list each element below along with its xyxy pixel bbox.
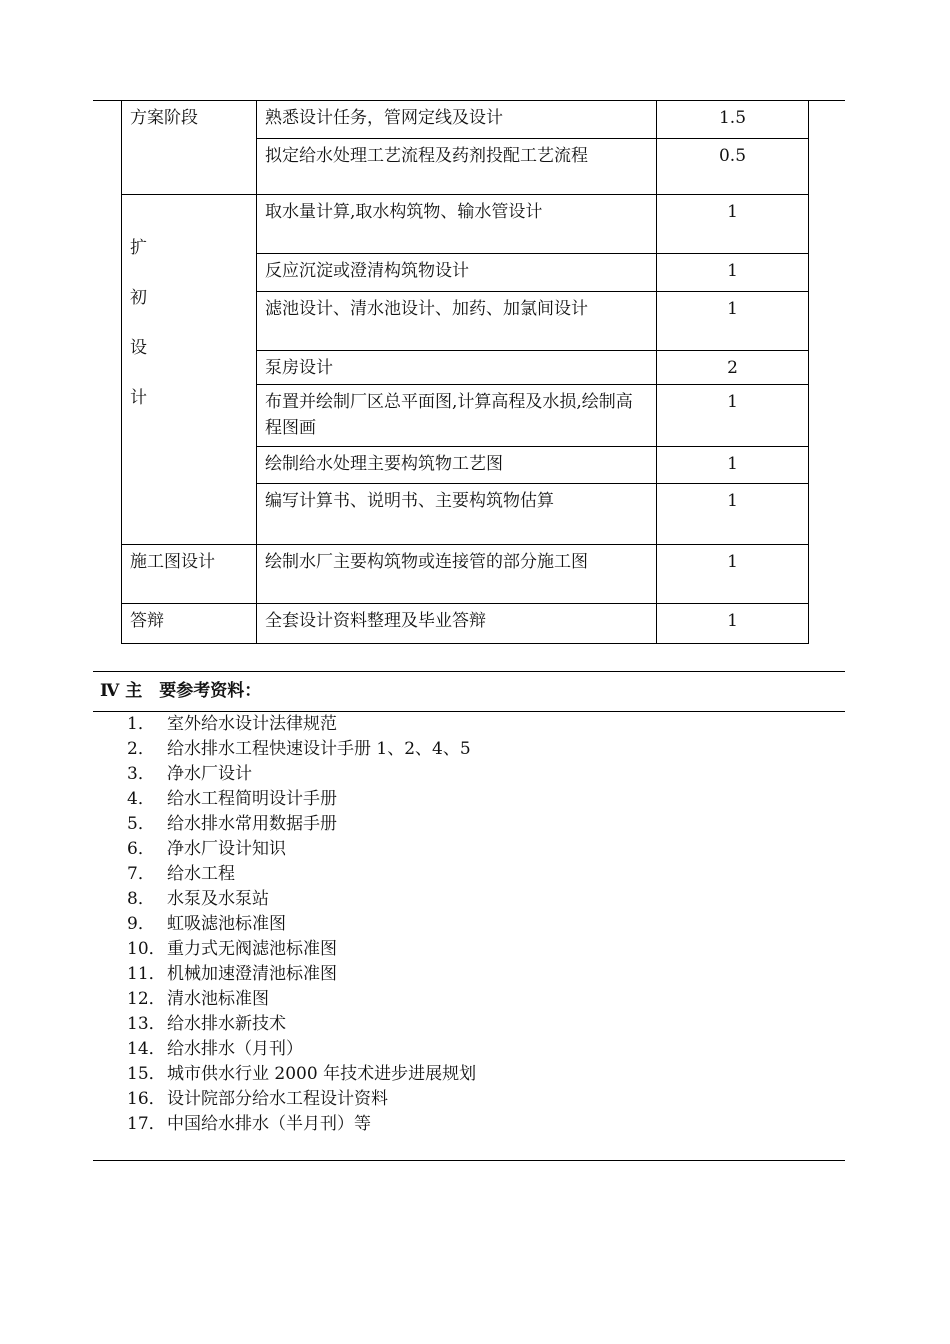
reference-text: 给水排水（月刊） (167, 1039, 303, 1059)
list-item (127, 887, 476, 912)
reference-number: 8． (127, 889, 155, 909)
hours-cell: 1 (657, 292, 809, 351)
reference-text: 给水工程 (167, 864, 235, 884)
hours-cell: 1 (657, 385, 809, 447)
list-item (127, 1012, 476, 1037)
list-item (127, 962, 476, 987)
reference-text: 给水排水工程快速设计手册 1、2、4、5 (167, 739, 471, 759)
list-item (127, 937, 476, 962)
reference-text: 给水工程简明设计手册 (167, 789, 337, 809)
hours-cell: 1 (657, 545, 809, 604)
reference-number: 5． (127, 814, 155, 834)
hours-cell: 1 (657, 254, 809, 292)
reference-text: 给水排水新技术 (167, 1014, 286, 1034)
reference-text: 中国给水排水（半月刊）等 (167, 1114, 371, 1134)
schedule-body (122, 101, 809, 644)
stage-cell: 答辩 (122, 604, 257, 644)
task-cell: 绘制水厂主要构筑物或连接管的部分施工图 (257, 545, 657, 604)
list-item (127, 1087, 476, 1112)
stage-char: 计 (130, 388, 147, 408)
list-item (127, 712, 476, 737)
reference-number: 12． (127, 989, 166, 1009)
reference-number: 17． (127, 1114, 166, 1134)
reference-number: 1． (127, 714, 155, 734)
reference-text: 净水厂设计 (167, 764, 252, 784)
schedule-table (121, 100, 809, 644)
list-item (127, 1062, 476, 1087)
task-cell: 编写计算书、说明书、主要构筑物估算 (257, 484, 657, 545)
reference-text: 城市供水行业 2000 年技术进步进展规划 (167, 1064, 477, 1084)
stage-char: 初 (130, 288, 147, 308)
reference-number: 16． (127, 1089, 166, 1109)
task-cell: 反应沉淀或澄清构筑物设计 (257, 254, 657, 292)
hours-cell: 1.5 (657, 101, 809, 139)
reference-text: 机械加速澄清池标准图 (167, 964, 337, 984)
table-row (122, 545, 809, 604)
reference-number: 2． (127, 739, 155, 759)
list-item (127, 862, 476, 887)
task-cell: 滤池设计、清水池设计、加药、加氯间设计 (257, 292, 657, 351)
stage-char: 设 (130, 338, 147, 358)
reference-number: 3． (127, 764, 155, 784)
list-item (127, 762, 476, 787)
reference-number: 6． (127, 839, 155, 859)
section-rule-top (93, 671, 845, 672)
table-row (122, 195, 809, 254)
list-item (127, 787, 476, 812)
reference-number: 15． (127, 1064, 166, 1084)
task-cell: 泵房设计 (257, 351, 657, 385)
reference-number: 7． (127, 864, 155, 884)
task-cell: 熟悉设计任务，管网定线及设计 (257, 101, 657, 139)
task-cell: 布置并绘制厂区总平面图,计算高程及水损,绘制高程图画 (257, 385, 657, 447)
list-item (127, 812, 476, 837)
reference-number: 14． (127, 1039, 166, 1059)
list-item (127, 837, 476, 862)
reference-number: 10． (127, 939, 166, 959)
reference-text: 给水排水常用数据手册 (167, 814, 337, 834)
list-item (127, 1037, 476, 1062)
reference-text: 水泵及水泵站 (167, 889, 269, 909)
references-list (127, 712, 476, 1137)
task-cell: 全套设计资料整理及毕业答辩 (257, 604, 657, 644)
reference-number: 11． (127, 964, 166, 984)
reference-text: 虹吸滤池标准图 (167, 914, 286, 934)
hours-cell: 1 (657, 484, 809, 545)
references-title: Ⅳ 主 要参考资料： (100, 681, 262, 701)
reference-number: 13． (127, 1014, 166, 1034)
hours-cell: 2 (657, 351, 809, 385)
task-cell: 取水量计算,取水构筑物、输水管设计 (257, 195, 657, 254)
list-item (127, 912, 476, 937)
list-item (127, 987, 476, 1012)
list-item (127, 737, 476, 762)
stage-cell: 方案阶段 (122, 101, 257, 195)
reference-text: 净水厂设计知识 (167, 839, 286, 859)
task-cell: 拟定给水处理工艺流程及药剂投配工艺流程 (257, 139, 657, 195)
table-row (122, 604, 809, 644)
hours-cell: 1 (657, 195, 809, 254)
hours-cell: 1 (657, 604, 809, 644)
reference-text: 室外给水设计法律规范 (167, 714, 337, 734)
stage-char: 扩 (130, 238, 147, 258)
hours-cell: 1 (657, 447, 809, 484)
reference-text: 重力式无阀滤池标准图 (167, 939, 337, 959)
task-cell: 绘制给水处理主要构筑物工艺图 (257, 447, 657, 484)
table-row (122, 101, 809, 139)
reference-text: 设计院部分给水工程设计资料 (167, 1089, 388, 1109)
stage-cell (122, 195, 257, 545)
bottom-rule (93, 1160, 845, 1161)
reference-number: 4． (127, 789, 155, 809)
reference-text: 清水池标准图 (167, 989, 269, 1009)
reference-number: 9． (127, 914, 155, 934)
list-item (127, 1112, 476, 1137)
stage-cell: 施工图设计 (122, 545, 257, 604)
hours-cell: 0.5 (657, 139, 809, 195)
